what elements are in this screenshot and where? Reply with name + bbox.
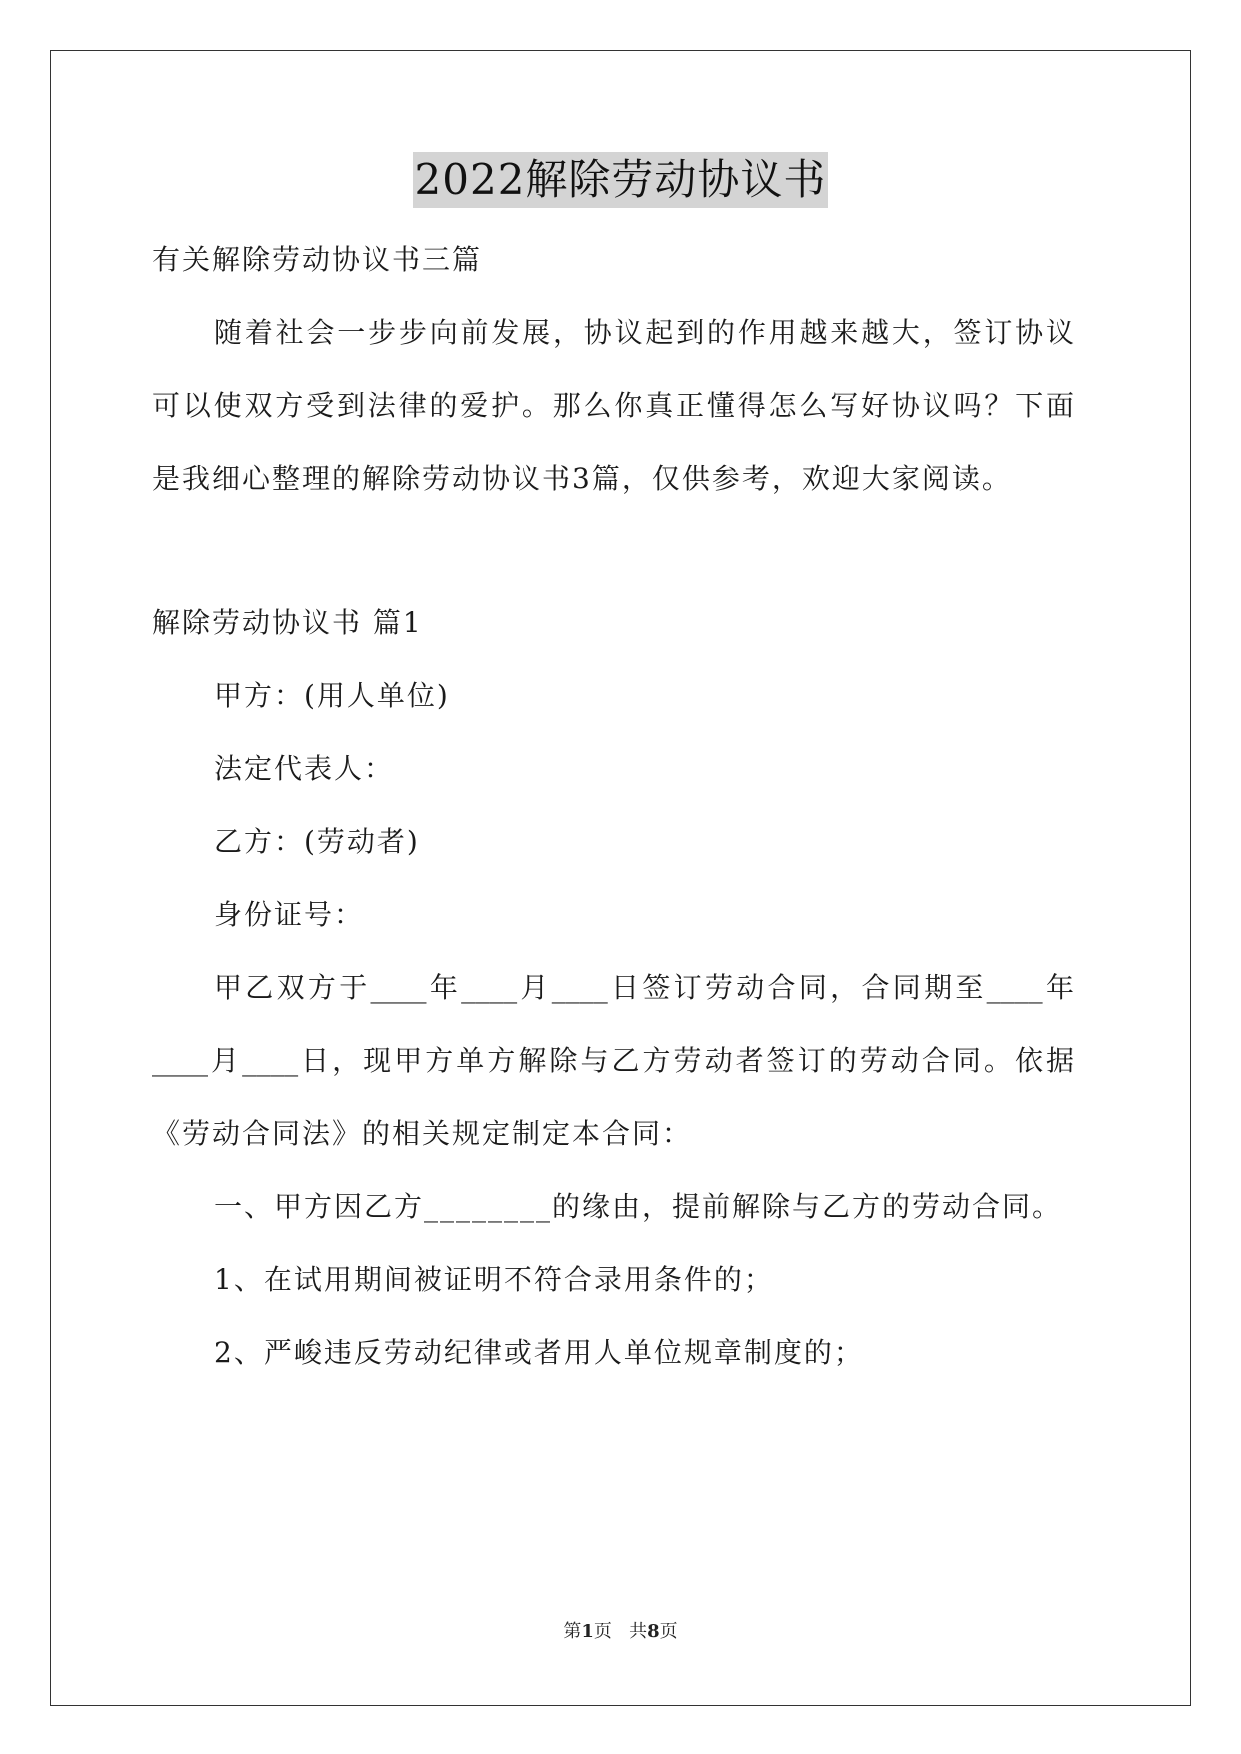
contract-line-1: 甲乙双方于____年____月____日签订劳动合同，合同期至____年 — [214, 971, 1074, 1004]
party-b-line: 乙方：(劳动者) — [214, 825, 420, 858]
document-title: 2022解除劳动协议书 — [413, 152, 829, 208]
total-page-count: 8 — [647, 1621, 660, 1642]
id-number-line: 身份证号： — [214, 898, 365, 931]
page-prefix: 第 — [563, 1621, 582, 1642]
total-suffix: 页 — [659, 1621, 678, 1642]
document-subtitle: 有关解除劳动协议书三篇 — [152, 243, 483, 276]
section-heading: 解除劳动协议书 篇1 — [152, 606, 423, 639]
party-a-line: 甲方：(用人单位) — [214, 679, 450, 712]
intro-line-1: 随着社会一步步向前发展，协议起到的作用越来越大，签订协议 — [214, 316, 1074, 349]
clause-1: 一、甲方因乙方________的缘由，提前解除与乙方的劳动合同。 — [214, 1190, 1063, 1223]
page-footer — [0, 1620, 1241, 1644]
page-suffix: 页 — [593, 1621, 612, 1642]
intro-line-2: 可以使双方受到法律的爱护。那么你真正懂得怎么写好协议吗？下面 — [152, 389, 1074, 422]
contract-line-2: ____月____日，现甲方单方解除与乙方劳动者签订的劳动合同。依据 — [152, 1044, 1074, 1077]
contract-line-3: 《劳动合同法》的相关规定制定本合同： — [152, 1117, 693, 1150]
current-page-number: 1 — [581, 1621, 594, 1642]
page-border — [50, 50, 1191, 1706]
clause-item-2: 2、严峻违反劳动纪律或者用人单位规章制度的； — [214, 1336, 864, 1369]
title-container — [0, 152, 1241, 208]
legal-representative-line: 法定代表人： — [214, 752, 395, 785]
intro-line-3: 是我细心整理的解除劳动协议书3篇，仅供参考，欢迎大家阅读。 — [152, 462, 1012, 495]
clause-item-1: 1、在试用期间被证明不符合录用条件的； — [214, 1263, 774, 1296]
total-prefix: 共 — [629, 1621, 648, 1642]
